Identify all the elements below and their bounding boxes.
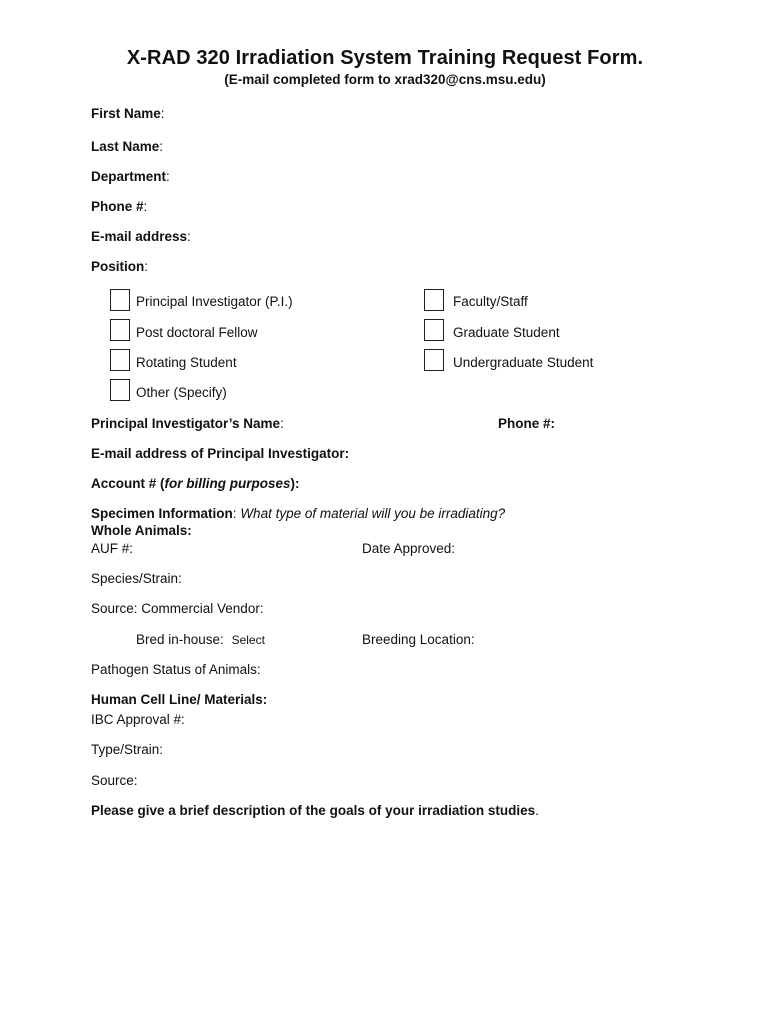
pathogen-status-field[interactable]: Pathogen Status of Animals:	[91, 662, 261, 677]
ibc-approval-field[interactable]: IBC Approval #:	[91, 712, 185, 727]
bred-in-house-field	[136, 632, 265, 647]
last-name-label: Last Name	[91, 139, 160, 154]
date-approved-field[interactable]: Date Approved:	[362, 541, 456, 556]
checkbox-rotating[interactable]	[110, 349, 130, 371]
email-label: E-mail address	[91, 229, 188, 244]
type-strain-field[interactable]: Type/Strain:	[91, 742, 164, 757]
page-title: X-RAD 320 Irradiation System Training Request Form.	[126, 47, 644, 69]
department-label: Department	[91, 169, 167, 184]
auf-field[interactable]: AUF #:	[91, 541, 134, 556]
checkbox-grad-label: Graduate Student	[453, 325, 560, 340]
position-label-row	[91, 259, 148, 274]
checkbox-undergrad-label: Undergraduate Student	[453, 355, 594, 370]
goals-period: .	[535, 803, 539, 818]
bred-in-house-label: Bred in-house:	[136, 632, 224, 647]
checkbox-other[interactable]	[110, 379, 130, 401]
phone-field[interactable]	[91, 199, 147, 214]
human-cell-heading: Human Cell Line/ Materials:	[91, 692, 268, 707]
bred-in-house-select[interactable]: Select	[231, 633, 265, 647]
pi-name-field[interactable]	[91, 416, 284, 431]
whole-animals-heading: Whole Animals:	[91, 523, 192, 538]
goals-text: Please give a brief description of the goals of your irradiation studies	[91, 803, 536, 818]
checkbox-undergrad[interactable]	[424, 349, 444, 371]
account-label-prefix: Account # (	[91, 476, 165, 491]
specimen-label: Specimen Information	[91, 506, 233, 521]
department-colon: :	[166, 169, 170, 184]
phone-colon: :	[143, 199, 148, 214]
position-label: Position	[91, 259, 145, 274]
first-name-colon: :	[160, 106, 165, 121]
account-label-suffix: ):	[290, 476, 300, 491]
specimen-question: What type of material will you be irradiating?	[240, 506, 506, 521]
pi-email-label[interactable]: E-mail address of Principal Investigator:	[91, 446, 350, 461]
last-name-field[interactable]	[91, 139, 163, 154]
source-vendor-field[interactable]: Source: Commercial Vendor:	[91, 601, 264, 616]
specimen-colon: :	[232, 506, 237, 521]
email-colon: :	[187, 229, 191, 244]
first-name-field[interactable]	[91, 106, 165, 121]
checkbox-pi[interactable]	[110, 289, 130, 311]
checkbox-faculty-label: Faculty/Staff	[453, 294, 528, 309]
account-field[interactable]	[91, 476, 300, 491]
breeding-location-field[interactable]: Breeding Location:	[362, 632, 475, 647]
last-name-colon: :	[159, 139, 164, 154]
pi-phone-label[interactable]: Phone #:	[498, 416, 556, 431]
email-field[interactable]	[91, 229, 191, 244]
position-colon: :	[144, 259, 149, 274]
page-subtitle: (E-mail completed form to xrad320@cns.msu.edu)	[224, 72, 546, 87]
first-name-label: First Name	[91, 106, 161, 121]
checkbox-other-label: Other (Specify)	[136, 385, 227, 400]
account-label-italic: for billing purposes	[164, 476, 291, 491]
goals-prompt	[91, 803, 539, 818]
pi-name-label: Principal Investigator’s Name	[91, 416, 281, 431]
checkbox-grad[interactable]	[424, 319, 444, 341]
checkbox-pi-label: Principal Investigator (P.I.)	[136, 294, 293, 309]
checkbox-postdoc[interactable]	[110, 319, 130, 341]
phone-label: Phone #	[91, 199, 144, 214]
species-strain-field[interactable]: Species/Strain:	[91, 571, 182, 586]
checkbox-rotating-label: Rotating Student	[136, 355, 237, 370]
specimen-info-row	[91, 506, 505, 521]
checkbox-postdoc-label: Post doctoral Fellow	[136, 325, 258, 340]
department-field[interactable]	[91, 169, 170, 184]
pi-name-colon: :	[280, 416, 284, 431]
checkbox-faculty[interactable]	[424, 289, 444, 311]
human-source-field[interactable]: Source:	[91, 773, 138, 788]
